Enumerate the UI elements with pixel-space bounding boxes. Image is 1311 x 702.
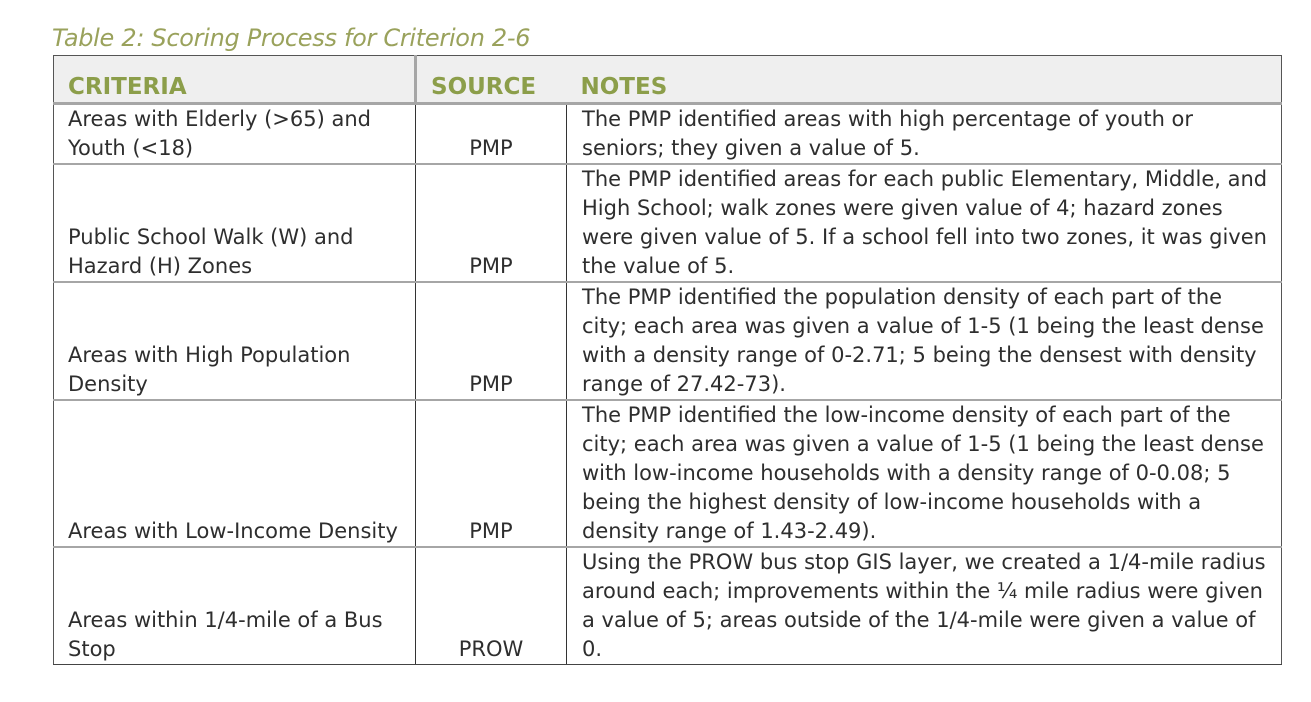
criteria-cell: Areas with Elderly (>65) and Youth (<18) bbox=[54, 104, 416, 165]
source-cell: PMP bbox=[416, 400, 567, 547]
criteria-cell: Areas within 1/4-mile of a Bus Stop bbox=[54, 547, 416, 665]
table-row bbox=[54, 104, 1282, 165]
criteria-cell: Areas with High Population Density bbox=[54, 282, 416, 400]
criteria-cell: Areas with Low-Income Density bbox=[54, 400, 416, 547]
table-caption: Table 2: Scoring Process for Criterion 2-6 bbox=[52, 24, 531, 52]
criteria-cell: Public School Walk (W) and Hazard (H) Zones bbox=[54, 164, 416, 282]
table-row bbox=[54, 400, 1282, 547]
table-row bbox=[54, 282, 1282, 400]
source-cell: PMP bbox=[416, 282, 567, 400]
column-header-criteria: CRITERIA bbox=[54, 56, 416, 104]
table-row bbox=[54, 547, 1282, 665]
notes-cell: The PMP identified areas for each public Elementary, Middle, and High School; walk zones were given value of 4; hazard zones were given value of 5. If a school fell into two zones, it was given the value of 5. bbox=[567, 164, 1282, 282]
column-header-source: SOURCE bbox=[416, 56, 567, 104]
table-row bbox=[54, 164, 1282, 282]
source-cell: PMP bbox=[416, 164, 567, 282]
notes-cell: The PMP identified areas with high percentage of youth or seniors; they given a value of 5. bbox=[567, 104, 1282, 165]
table-header-row bbox=[54, 56, 1282, 104]
source-cell: PMP bbox=[416, 104, 567, 165]
notes-cell: The PMP identified the low-income density of each part of the city; each area was given a value of 1-5 (1 being the least dense with low-income households with a density range of 0-0.08; 5 being the highest density of low-income households with a density range of 1.43-2.49). bbox=[567, 400, 1282, 547]
notes-cell: The PMP identified the population density of each part of the city; each area was given a value of 1-5 (1 being the least dense with a density range of 0-2.71; 5 being the densest with density range of 27.42-73). bbox=[567, 282, 1282, 400]
scoring-table bbox=[53, 55, 1282, 665]
source-cell: PROW bbox=[416, 547, 567, 665]
notes-cell: Using the PROW bus stop GIS layer, we created a 1/4-mile radius around each; improvements within the ¼ mile radius were given a value of 5; areas outside of the 1/4-mile were given a value of 0. bbox=[567, 547, 1282, 665]
column-header-notes: NOTES bbox=[567, 56, 1282, 104]
